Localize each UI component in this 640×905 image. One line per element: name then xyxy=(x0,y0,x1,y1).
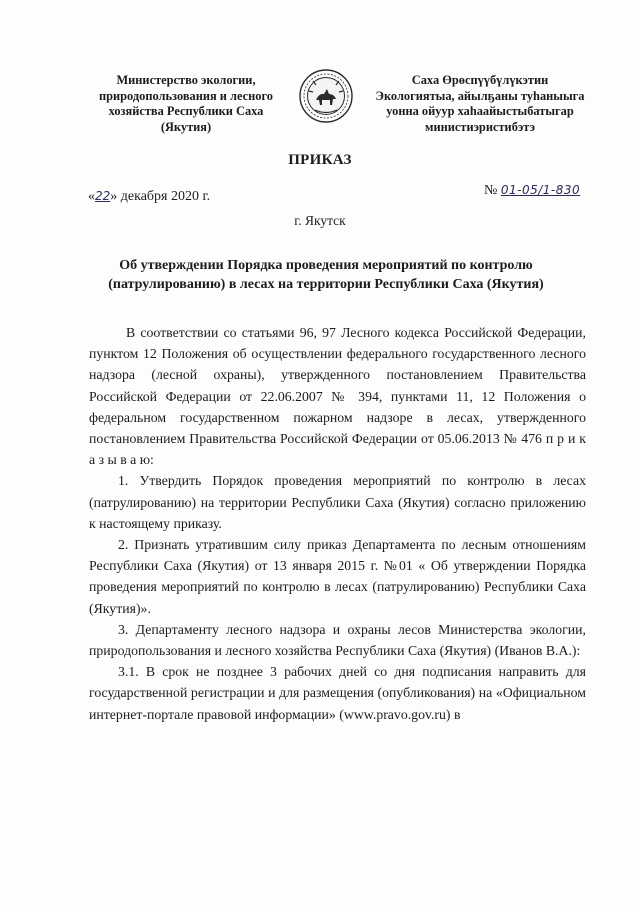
ministry-name-line: Министерство экологии, xyxy=(116,73,256,87)
clause-1-paragraph: 1. Утвердить Порядок проведения мероприятий по контролю в лесах (патрулированию) на территории Республики Саха (Якутия) согласно приложению к настоящему приказу. xyxy=(89,473,586,531)
ministry-name-russian xyxy=(60,73,312,135)
subject-line: (патрулированию) в лесах на территории Республики Саха (Якутия) xyxy=(108,277,544,292)
ministry-name-line: природопользования и лесного xyxy=(99,88,273,103)
ministry-name-sakha xyxy=(356,73,604,135)
ministry-name-line: министиэристибэтэ xyxy=(425,119,535,134)
clause-3-1-paragraph: 3.1. В срок не позднее 3 рабочих дней со дня подписания направить для государственной регистрации и для размещения (опубликования) на «Официальном интернет-портале правовой информации» (www.pravo.gov.ru) в xyxy=(89,664,586,722)
document-title: ПРИКАЗ xyxy=(288,152,352,168)
clause-2-paragraph: 2. Признать утратившим силу приказ Департамента по лесным отношениям Республики Саха (Якутия) от 13 января 2015 г. №01 « Об утверждении Порядка проведения мероприятий по контролю в лесах (патрулированию) Республики Саха (Якутия)». xyxy=(89,537,586,616)
city-line: г. Якутск xyxy=(294,213,346,228)
order-date xyxy=(88,189,210,205)
order-subject xyxy=(106,256,546,294)
ministry-name-line: Экологиятыа, айылҕаны туһаныыга xyxy=(375,88,585,103)
date-month-year: » декабря 2020 г. xyxy=(110,189,211,204)
clause-3-paragraph: 3. Департаменту лесного надзора и охраны лесов Министерства экологии, природопользования и лесного хозяйства Республики Саха (Якутия) (Иванов В.А.): xyxy=(89,621,586,659)
handwritten-order-number: 01-05/1-830 xyxy=(500,183,581,197)
ministry-name-line: (Якутия) xyxy=(160,119,212,134)
order-number xyxy=(484,183,580,199)
subject-line: Об утверждении Порядка проведения мероприятий по контролю xyxy=(119,258,533,273)
handwritten-date-day: 22 xyxy=(95,189,111,203)
ministry-name-line: хозяйства Республики Саха xyxy=(108,104,264,118)
ministry-name-line: уонна ойуур хаһаайыстыбатыгар xyxy=(386,104,574,118)
ministry-name-line: Саха Өрөспүүбүлүкэтин xyxy=(411,73,549,87)
coat-of-arms-icon xyxy=(297,66,355,126)
number-label: № xyxy=(484,183,498,198)
order-body xyxy=(89,322,586,725)
preamble-paragraph: В соответствии со статьями 96, 97 Лесного кодекса Российской Федерации, пунктом 12 Положения об осуществлении федерального государственного лесного надзора (лесной охраны), утвержденного постановлением Правительства Российской Федерации от 22.06.2007 № 394, пунктами 11, 12 Положения о федеральном государственном пожарном надзоре в лесах, утвержденного постановлением Правительства Российской Федерации от 05.06.2013 № 476 п р и к а з ы в а ю: xyxy=(89,325,586,468)
date-open-quote: « xyxy=(88,189,95,204)
